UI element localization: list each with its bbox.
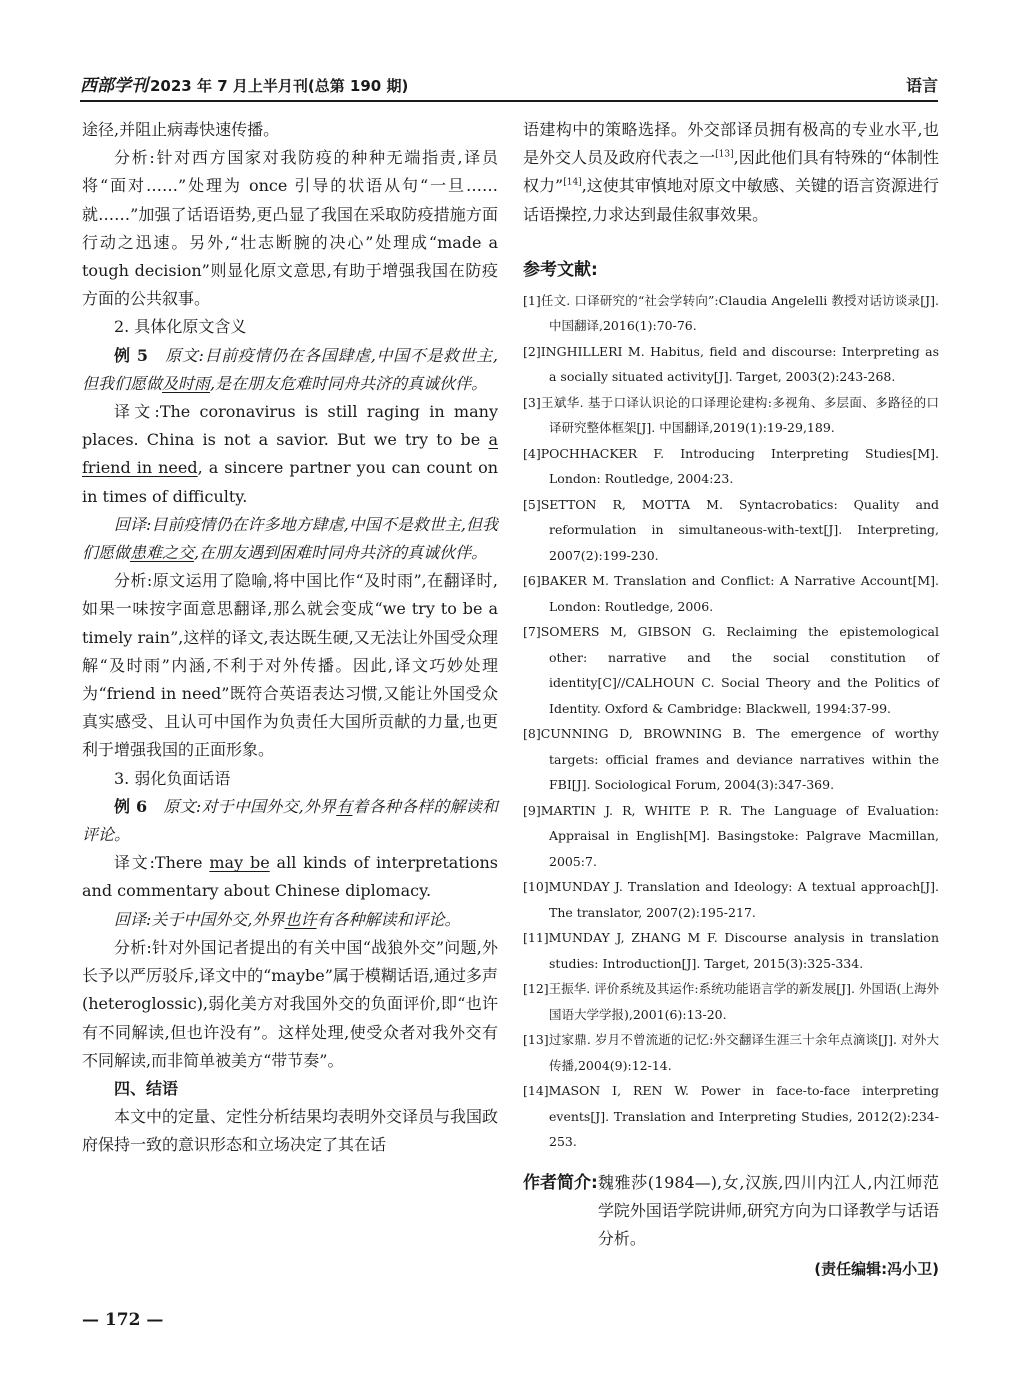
- header-rule: [80, 100, 938, 102]
- analysis-paragraph-3: 分析:针对外国记者提出的有关中国“战狼外交”问题,外长予以严厉驳斥,译文中的“maybe”属于模糊话语,通过多声(heteroglossic),弱化美方对我国外交的负面评价,即“也许有不同解读,但也许没有”。这样处理,使受众者对我外交有不同解读,而非简单被美方“带节奏”。: [82, 937, 498, 1070]
- example-6-back-underlined: 也许: [284, 909, 317, 929]
- citation-13: [13]: [715, 149, 734, 160]
- reference-item: [2]INGHILLERI M. Habitus, field and discourse: Interpreting as a socially situated activity[J]. Target, 2003(2):243-268.: [523, 343, 939, 385]
- reference-item: [9]MARTIN J. R, WHITE P. R. The Language of Evaluation: Appraisal in English[M]. Basingstoke: Palgrave Macmillan, 2005:7.: [523, 802, 939, 869]
- example-6-original: [82, 793, 498, 849]
- reference-item: [10]MUNDAY J. Translation and Ideology: A textual approach[J]. The translator, 2007(2):195-217.: [523, 879, 939, 920]
- example-5-translation-underlined: a friend in need: [82, 430, 498, 478]
- section-heading-conclusion: 四、结语: [114, 1078, 179, 1098]
- example-6-underlined-term: 有: [336, 796, 353, 816]
- reference-item: [6]BAKER M. Translation and Conflict: A Narrative Account[M]. London: Routledge, 2006.: [523, 573, 939, 614]
- author-bio-label: 作者简介:: [523, 1172, 598, 1193]
- conclusion-text-b: ,因此他们具有特殊的“体制性权力”: [523, 148, 939, 196]
- reference-item: [8]CUNNING D, BROWNING B. The emergence of worthy targets: official frames and deviance narratives within the FBI[J]. Sociological Forum, 2004(3):347-369.: [523, 726, 939, 793]
- references-title: 参考文献:: [523, 259, 598, 280]
- example-5-original-text-end: ,是在朋友危难时同舟共济的真诚伙伴。: [210, 373, 488, 393]
- reference-item: [5]SETTON R, MOTTA M. Syntacrobatics: Quality and reformulation in simultaneous-with-text[J]. Interpreting, 2007(2):199-230.: [523, 496, 939, 563]
- journal-logo: 西部学刊: [80, 76, 148, 96]
- analysis-paragraph-2: 分析:原文运用了隐喻,将中国比作“及时雨”,在翻译时,如果一味按字面意思翻译,那么就会变成“we try to be a timely rain”,这样的译文,表达既生硬,又无法让外国受众理解“及时雨”内涵,不利于对外传播。因此,译文巧妙处理为“friend in need”既符合英语表达习惯,又能让外国受众真实感受、且认可中国作为负责任大国所贡献的力量,也更利于增强我国的正面形象。: [82, 571, 498, 760]
- conclusion-text-c: ,这使其审慎地对原文中敏感、关键的语言资源进行话语操控,力求达到最佳叙事效果。: [523, 176, 939, 224]
- citation-14: [14]: [563, 178, 582, 189]
- reference-item: [1]任文. 口译研究的“社会学转向”:Claudia Angelelli 教授对话访谈录[J]. 中国翻译,2016(1):70-76.: [523, 292, 939, 334]
- reference-item: [14]MASON I, REN W. Power in face-to-face interpreting events[J]. Translation and Interpreting Studies, 2012(2):234-253.: [523, 1083, 939, 1150]
- example-5-back-text: 回译:目前疫情仍在许多地方肆虐,中国不是救世主,但我们愿做: [82, 514, 498, 563]
- conclusion-continuation: [523, 116, 939, 229]
- example-5-original-text: 原文:目前疫情仍在各国肆虐,中国不是救世主,但我们愿做: [82, 345, 498, 393]
- author-bio-text: 魏雅莎(1984—),女,汉族,四川内江人,内江师范学院外国语学院讲师,研究方向为口译教学与话语分析。: [597, 1172, 939, 1248]
- responsible-editor: (责任编辑:冯小卫): [814, 1259, 939, 1278]
- example-6-back-text-end: 有各种解读和评论。: [316, 909, 461, 929]
- reference-item: [3]王斌华. 基于口译认识论的口译理论建构:多视角、多层面、多路径的口译研究整体框架[J]. 中国翻译,2019(1):19-29,189.: [523, 394, 939, 436]
- analysis-paragraph-1: 分析:针对西方国家对我防疫的种种无端指责,译员将“面对……”处理为 once 引导的状语从句“一旦……就……”加强了话语语势,更凸显了我国在采取防疫措施方面行动之迅速。另外,“壮志断腕的决心”处理成“made a tough decision”则显化原文意思,有助于增强我国在防疫方面的公共叙事。: [82, 148, 498, 309]
- header-left: [80, 71, 408, 96]
- reference-item: [13]过家鼎. 岁月不曾流逝的记忆:外交翻译生涯三十余年点滴谈[J]. 对外大传播,2004(9):12-14.: [523, 1032, 939, 1073]
- subheading-concretize: 2. 具体化原文含义: [114, 317, 247, 337]
- subheading-weaken: 3. 弱化负面话语: [114, 768, 231, 788]
- example-6-translation: [82, 849, 498, 905]
- conclusion-text-a: 语建构中的策略选择。外交部译员拥有极高的专业水平,也是外交人员及政府代表之一: [523, 120, 939, 168]
- page-number: — 172 —: [82, 1310, 164, 1330]
- example-5-translation: [82, 398, 498, 511]
- reference-item: [12]王振华. 评价系统及其运作:系统功能语言学的新发展[J]. 外国语(上海外国语大学学报),2001(6):13-20.: [523, 981, 939, 1022]
- paragraph-continuation: 途径,并阻止病毒快速传播。: [82, 120, 280, 139]
- example-5-back-text-end: ,在朋友遇到困难时同舟共济的真诚伙伴。: [194, 543, 488, 563]
- reference-item: [4]POCHHACKER F. Introducing Interpreting Studies[M]. London: Routledge, 2004:23.: [523, 445, 939, 487]
- issue-info: 2023 年 7 月上半月刊(总第 190 期): [150, 77, 409, 95]
- example-5-original: [82, 342, 498, 398]
- example-5-back-underlined: 患难之交: [130, 543, 195, 563]
- running-header: [80, 72, 938, 96]
- example-6-original-text-end: 着各种各样的解读和评论。: [82, 796, 498, 845]
- section-name: 语言: [905, 76, 938, 95]
- reference-item: [7]SOMERS M, GIBSON G. Reclaiming the epistemological other: narrative and the social constitution of identity[C]//CALHOUN C. Social Theory and the Politics of Identity. Oxford & Cambridge: Blackwell, 1994:37-99.: [523, 624, 939, 716]
- author-bio: [523, 1169, 939, 1253]
- example-5-underlined-term: 及时雨: [162, 373, 211, 393]
- example-5-translation-text: 译文:The coronavirus is still raging in many places. China is not a savior. But we try to be: [82, 402, 498, 450]
- example-5-label: 例 5: [114, 345, 148, 365]
- example-6-original-text: 原文:对于中国外交,外界: [147, 796, 337, 816]
- conclusion-paragraph: 本文中的定量、定性分析结果均表明外交译员与我国政府保持一致的意识形态和立场决定了其在话: [82, 1107, 499, 1155]
- example-6-back-text: 回译:关于中国外交,外界: [114, 909, 285, 929]
- example-6-translation-text-end: all kinds of interpretations and commentary about Chinese diplomacy.: [82, 853, 499, 901]
- example-6-translation-underlined: may be: [209, 853, 270, 873]
- example-6-label: 例 6: [114, 796, 148, 816]
- reference-list: [523, 288, 939, 1155]
- example-5-translation-text-end: , a sincere partner you can count on in times of difficulty.: [82, 458, 499, 506]
- example-6-back-translation: [82, 906, 498, 934]
- example-6-translation-text: 译文:There: [114, 853, 210, 873]
- reference-item: [11]MUNDAY J, ZHANG M F. Discourse analysis in translation studies: Introduction[J]. Target, 2015(3):325-334.: [523, 930, 939, 971]
- right-column: [523, 116, 939, 1283]
- left-column: [82, 116, 498, 1160]
- example-5-back-translation: [82, 511, 498, 567]
